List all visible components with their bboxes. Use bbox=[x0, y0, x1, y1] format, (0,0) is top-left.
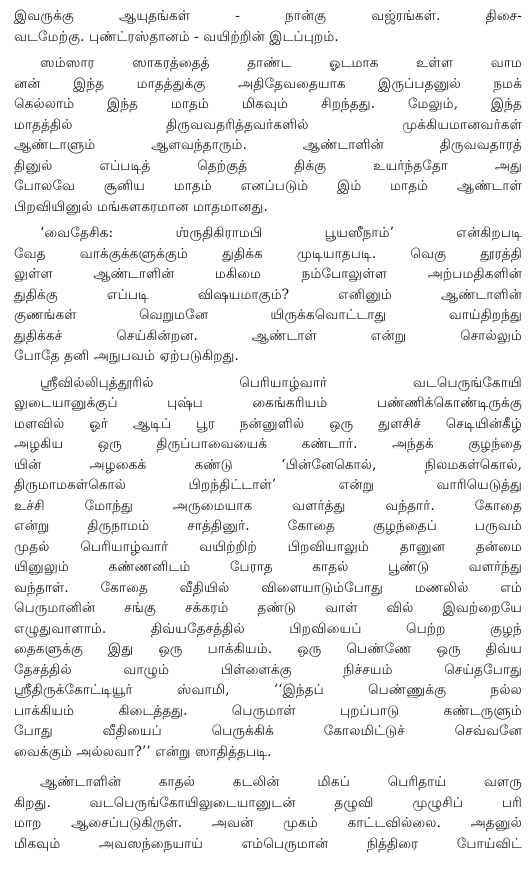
text-line: பெருமானின் சங்கு சக்கரம் தண்டு வாள் வில் இவற்றையே bbox=[14, 600, 522, 616]
text-line: அழகிய ஒரு திருப்பாவையைக் கண்டார். அந்தக் குழந்தை bbox=[14, 436, 522, 452]
text-line: வந்தாள். கோதை வீதியில் விளையாடும்போது மணலில் எம் bbox=[14, 579, 522, 596]
text-line: வேத வாக்குக்களுக்கும் துதிக்க முடியாதபடி. வெகு தூரத்தி bbox=[14, 245, 522, 262]
text-line: யின் அழகைக் கண்டு ‘பின்னேகொல், நிலமகள்கொல், bbox=[14, 456, 522, 473]
text-line: லுடையானுக்குப் புஷ்ப கைங்கரியம் பண்ணிக்கொண்டிருக்கு bbox=[14, 395, 522, 411]
paragraph-srivilliputhur bbox=[14, 373, 522, 763]
text-line: ஸ்ரீவில்லிபுத்தூரில் பெரியாழ்வார் வடபெருங்கோயி bbox=[40, 374, 522, 391]
text-line: கெல்லாம் இந்த மாதம் மிகவும் சிறந்தது. மேலும், இந்த bbox=[14, 96, 522, 112]
paragraph-vaidesika-quote bbox=[14, 223, 522, 367]
text-line: வைக்கும் அல்லவா?’’ என்று ஸாதித்தபடி. bbox=[14, 743, 272, 760]
paragraph-weapons bbox=[14, 6, 522, 47]
text-line: னன் இந்த மாதத்துக்கு அதிதேவதையாக இருப்பதனுல் நமக் bbox=[14, 75, 522, 92]
text-line: ஸம்ஸார ஸாகரத்தைத் தாண்ட ஓடமாக உள்ள வாம bbox=[40, 55, 522, 71]
text-line: ஆண்டாளும் ஆளவந்தாரும். ஆண்டாளின் திருவவதாரத் bbox=[14, 137, 522, 153]
text-line: மளவில் ஓர் ஆடிப் பூர நன்னுளில் ஒரு துளசிச் செடியின்கீழ் bbox=[14, 415, 522, 432]
text-line: ஆண்டாளின் காதல் கடலின் மிகப் பெரிதாய் வளரு bbox=[40, 774, 522, 790]
text-line: மாதத்தில் திருவவதரித்தவர்களில் முக்கியமானவர்கள் bbox=[14, 116, 522, 133]
text-line: பிறவியினுல் மங்களகரமான மாதமானது. bbox=[14, 198, 268, 215]
paragraph-vamana-month bbox=[14, 53, 522, 217]
text-line: பாக்கியம் கிடைத்தது. பெருமாள் புறப்பாடு கண்டருளும் bbox=[14, 702, 522, 719]
text-line: தைகளுக்கு இது ஒரு பாக்கியம். ஒரு பெண்ணே ஒரு திவ்ய bbox=[14, 641, 522, 657]
text-line: லுள்ள ஆண்டாளின் மகிமை நம்போலுள்ள அற்பமதிகளின் bbox=[14, 266, 522, 282]
text-line: துதிக்கச் செய்கின்றன. ஆண்டாள் என்று சொல்லும் bbox=[14, 327, 522, 344]
text-line: இவருக்கு ஆயுதங்கள் - நான்கு வஜ்ரங்கள். திசை- bbox=[14, 8, 522, 24]
text-line: என்று திருநாமம் சாத்தினுர். கோதை குழந்தைப் பருவம் bbox=[14, 518, 522, 534]
text-line: முதல் பெரியாழ்வார் வயிற்றிற் பிறவியாலும் தானுன தன்மை bbox=[14, 538, 522, 555]
text-line: தேசத்தில் வாழும் பிள்ளைக்கு நிச்சயம் செய்தபோது bbox=[14, 661, 522, 678]
text-line: மிகவும் அவஸந்நையாய் எம்பெருமான் நித்திரை போய்விட் bbox=[14, 835, 522, 852]
text-line: போதே தனி அநுபவம் ஏற்படுகிறது. bbox=[14, 348, 239, 364]
text-line: மாற ஆசைப்படுகிருள். அவன் முகம் காட்டவில்லை. அதனுல் bbox=[14, 815, 522, 831]
text-line: கிறது. வடபெருங்கோயிலுடையானுடன் தழுவி முழுசிப் பரி bbox=[14, 794, 522, 811]
text-line: தினுல் எப்படித் தெற்குத் திக்கு உயர்ந்ததோ அது bbox=[14, 157, 522, 174]
text-line: உச்சி மோந்து அருமையாக வளர்த்து வந்தார். கோதை bbox=[14, 497, 522, 514]
paragraph-andal-love bbox=[14, 772, 522, 854]
text-line: போலவே சூனிய மாதம் எனப்படும் இம் மாதம் ஆண்டாள் bbox=[14, 178, 522, 194]
text-line: குணங்கள் வெறுமனே யிருக்கவொட்டாது வாய்திறந்து bbox=[14, 307, 522, 323]
text-line: திருமாமகள்கொல் பிறந்திட்டாள்’ என்று வாரியெடுத்து bbox=[14, 477, 522, 493]
text-line: எழுதுவாளாம். திவ்யதேசத்தில் பிறவியைப் பெற்ற குழந் bbox=[14, 620, 522, 637]
text-line: யினுலும் கண்ணனிடம் பேராத காதல் பூண்டு வளர்ந்து bbox=[14, 559, 522, 575]
text-line: போது வீதியைப் பெருக்கிக் கோலமிட்டுச் செவ்வனே bbox=[14, 723, 522, 739]
text-line: துதிக்கு எப்படி விஷயமாகும்? எனினும் ஆண்டாளின் bbox=[14, 286, 522, 303]
text-line: ‘வைதேசிக: ஶ்ருதிகிராமபி பூயஸீநாம்’ என்கிறபடி bbox=[40, 225, 522, 241]
text-line: வடமேற்கு. புண்ட்ரஸ்தானம் - வயிற்றின் இடப்புறம். bbox=[14, 28, 339, 45]
text-line: ஸ்ரீதிருக்கோட்டியூர் ஸ்வாமி, ‘‘இந்தப் பெண்ணுக்கு நல்ல bbox=[14, 682, 522, 698]
